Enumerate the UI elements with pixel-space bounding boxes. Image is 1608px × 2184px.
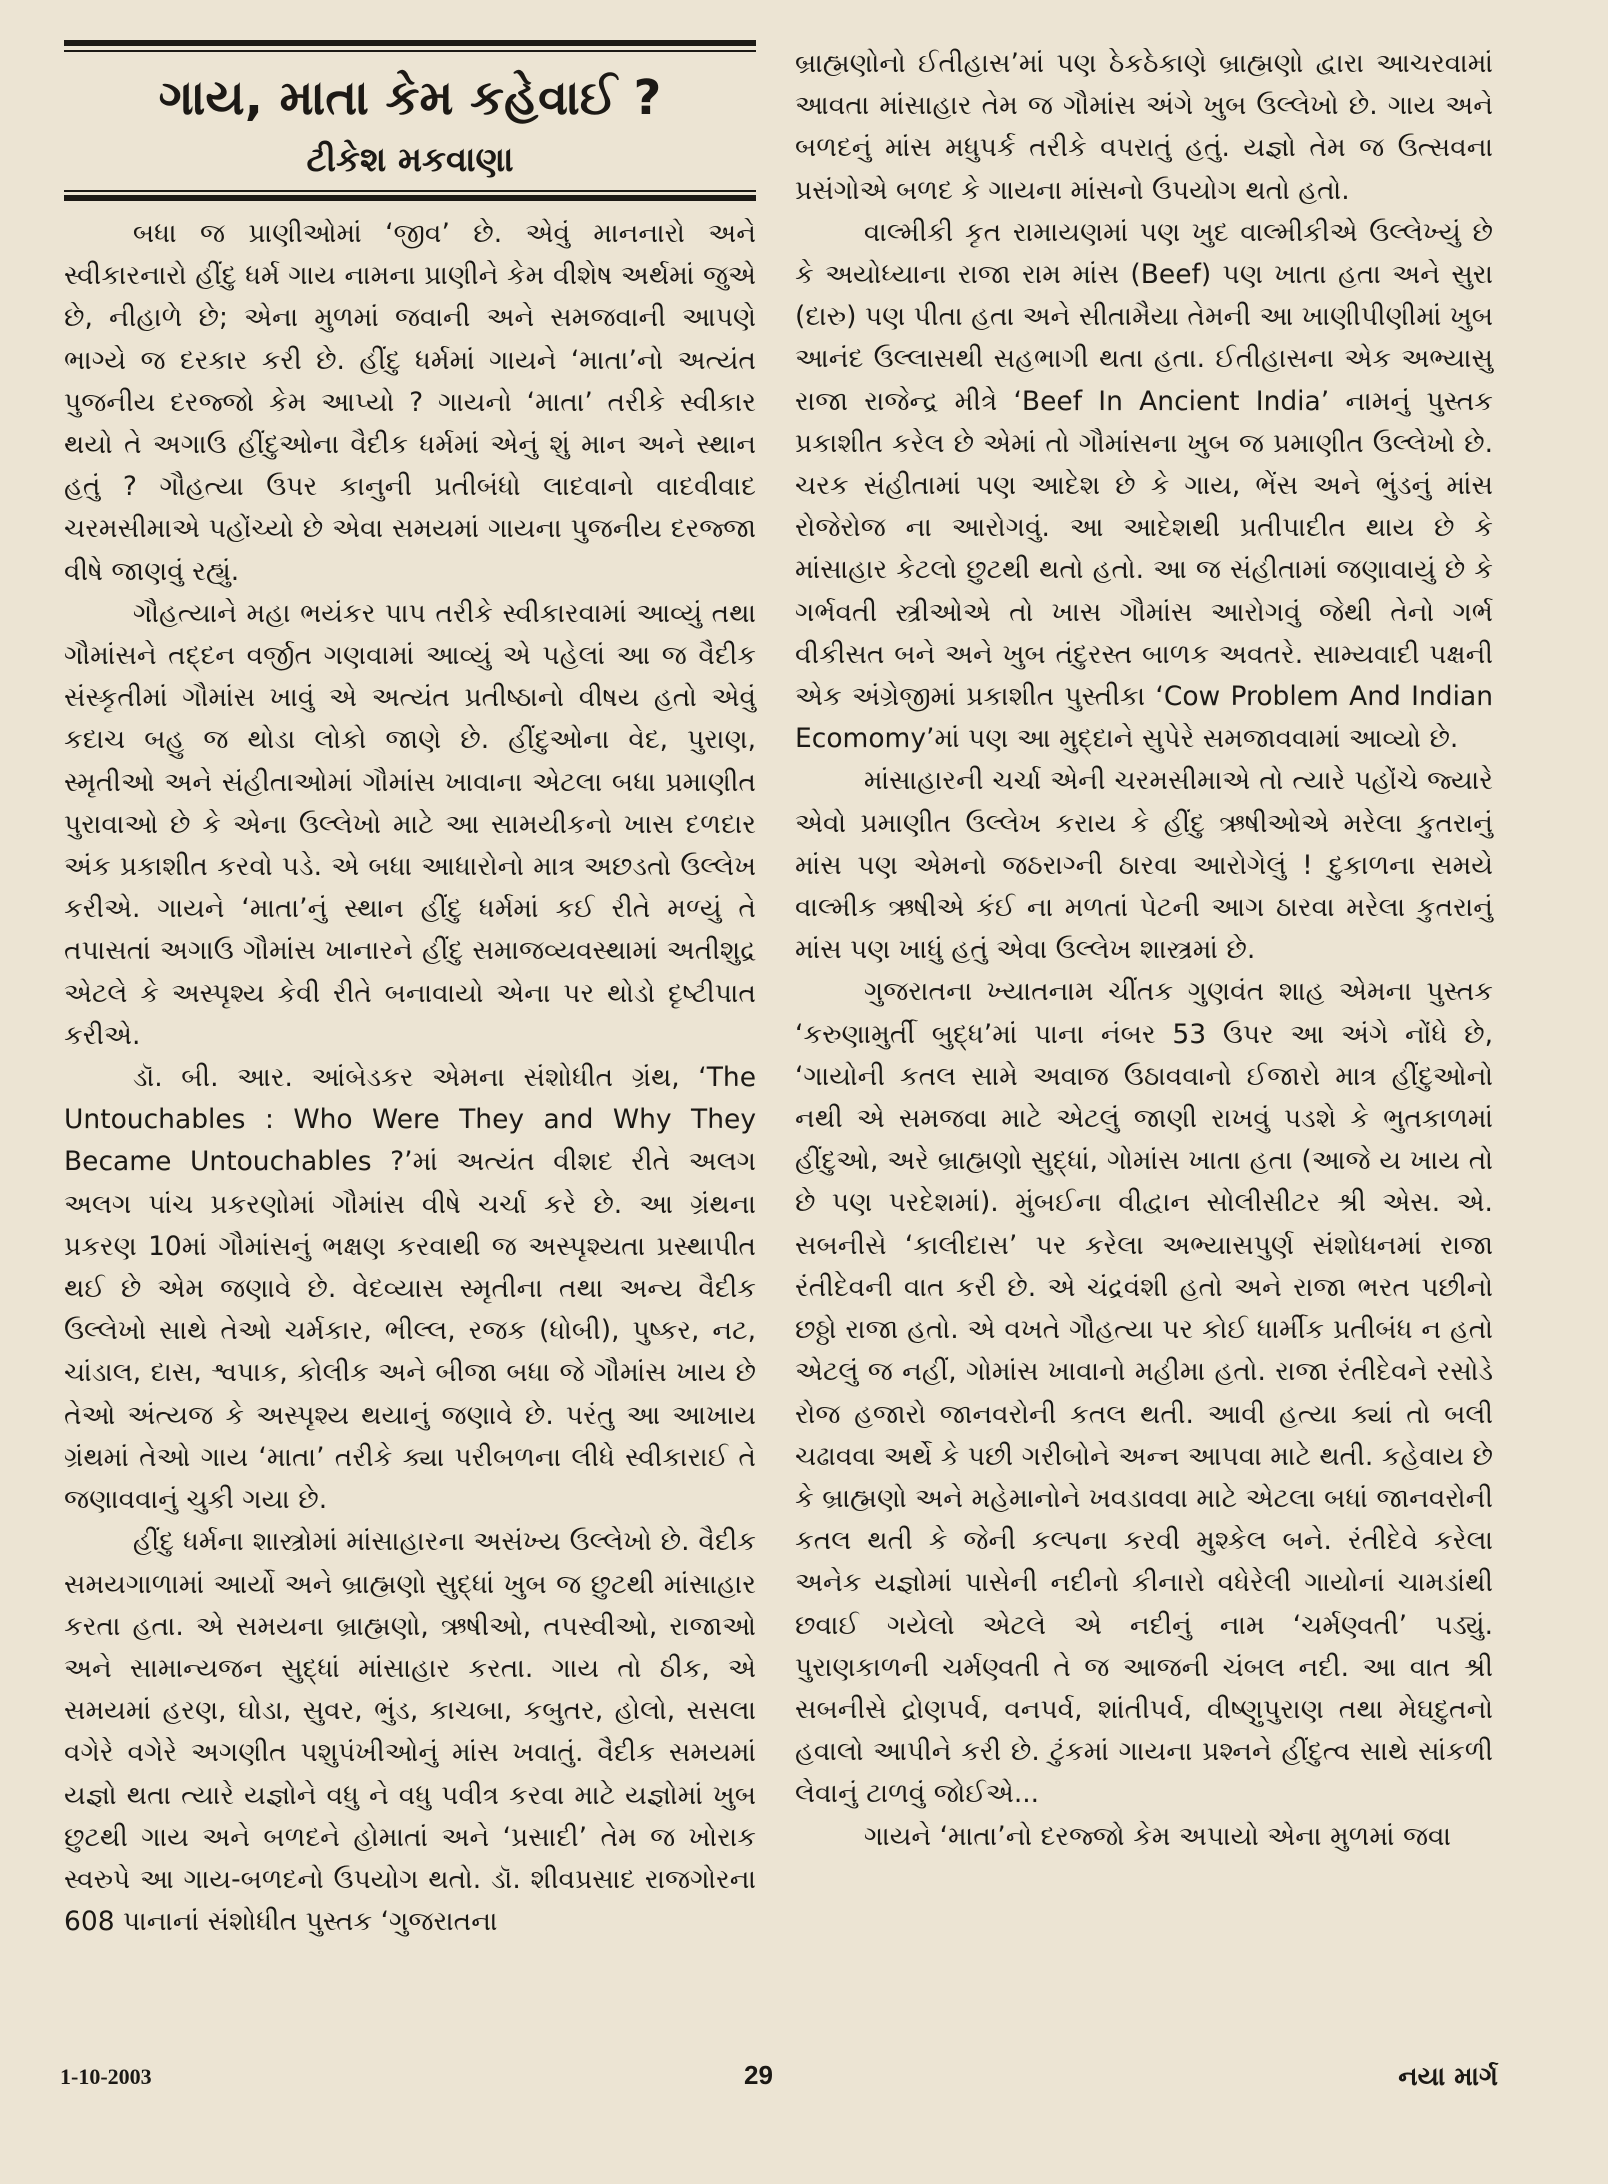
title-top-rule-thin bbox=[64, 50, 756, 52]
article-header bbox=[64, 40, 756, 201]
article-title: ગાય, માતા કેમ કહેવાઈ ? bbox=[158, 70, 662, 126]
paragraph: વાલ્મીકી કૃત રામાયણમાં પણ ખુદ વાલ્મીકીએ ઉલ્લેખ્યું છે કે અયોધ્યાના રાજા રામ માંસ (Beef) પણ ખાતા હતા અને સુરા (દારુ) પણ પીતા હતા અને સીતામૈયા તેમની આ ખાણીપીણીમાં ખુબ આનંદ ઉલ્લાસથી સહભાગી થતા હતા. ઈતીહાસના એક અભ્યાસુ રાજા રાજેન્દ્ર મીત્રે ‘Beef In Ancient India’ નામનું પુસ્તક પ્રકાશીત કરેલ છે એમાં તો ગૌમાંસના ખુબ જ પ્રમાણીત ઉલ્લેખો છે. ચરક સંહીતામાં પણ આદેશ છે કે ગાય, ભેંસ અને ભુંડનું માંસ રોજેરોજ ના આરોગવું. આ આદેશથી પ્રતીપાદીત થાય છે કે માંસાહાર કેટલો છુટથી થતો હતો. આ જ સંહીતામાં જણાવાયું છે કે ગર્ભવતી સ્ત્રીઓએ તો ખાસ ગૌમાંસ આરોગવું જેથી તેનો ગર્ભ વીકીસત બને અને ખુબ તંદુરસ્ત બાળક અવતરે. સામ્યવાદી પક્ષની એક અંગ્રેજીમાં પ્રકાશીત પુસ્તીકા ‘Cow Problem And Indian Ecomomy’માં પણ આ મુદ્દાને સુપેરે સમજાવવામાં આવ્યો છે. bbox=[795, 216, 1493, 755]
paragraph: બધા જ પ્રાણીઓમાં ‘જીવ’ છે. એવું માનનારો અને સ્વીકારનારો હીંદુ ધર્મ ગાય નામના પ્રાણીને કેમ વીશેષ અર્થમાં જુએ છે, નીહાળે છે; એના મુળમાં જવાની અને સમજવાની આપણે ભાગ્યે જ દરકાર કરી છે. હીંદુ ધર્મમાં ગાયને ‘માતા’નો અત્યંત પુજનીય દરજ્જો કેમ આપ્યો ? ગાયનો ‘માતા’ તરીકે સ્વીકાર થયો તે અગાઉ હીંદુઓના વૈદીક ધર્મમાં એનું શું માન અને સ્થાન હતું ? ગૌહત્યા ઉપર કાનુની પ્રતીબંધો લાદવાનો વાદવીવાદ ચરમસીમાએ પહોંચ્યો છે એવા સમયમાં ગાયના પુજનીય દરજ્જા વીષે જાણવું રહ્યું. bbox=[64, 218, 756, 587]
paragraph: માંસાહારની ચર્ચા એની ચરમસીમાએ તો ત્યારે પહોંચે જ્યારે એવો પ્રમાણીત ઉલ્લેખ કરાય કે હીંદુ ઋષીઓએ મરેલા કુતરાનું માંસ પણ એમનો જઠરાગ્ની ઠારવા આરોગેલું ! દુકાળના સમયે વાલ્મીક ઋષીએ કંઈ ના મળતાં પેટની આગ ઠારવા મરેલા કુતરાનું માંસ પણ ખાધું હતું એવા ઉલ્લેખ શાસ્ત્રમાં છે. bbox=[795, 765, 1493, 966]
paragraph-continuation: બ્રાહ્મણોનો ઈતીહાસ’માં પણ ઠેકઠેકાણે બ્રાહ્મણો દ્વારા આચરવામાં આવતા માંસાહાર તેમ જ ગૌમાંસ અંગે ખુબ ઉલ્લેખો છે. ગાય અને બળદનું માંસ મધુપર્ક તરીકે વપરાતું હતું. યજ્ઞો તેમ જ ઉત્સવના પ્રસંગોએ બળદ કે ગાયના માંસનો ઉપયોગ થતો હતો. bbox=[795, 48, 1493, 206]
paragraph: ગૌહત્યાને મહા ભયંકર પાપ તરીકે સ્વીકારવામાં આવ્યું તથા ગૌમાંસને તદ્દન વર્જીત ગણવામાં આવ્યું એ પહેલાં આ જ વૈદીક સંસ્કૃતીમાં ગૌમાંસ ખાવું એ અત્યંત પ્રતીષ્ઠાનો વીષય હતો એવું કદાચ બહુ જ થોડા લોકો જાણે છે. હીંદુઓના વેદ, પુરાણ, સ્મૃતીઓ અને સંહીતાઓમાં ગૌમાંસ ખાવાના એટલા બધા પ્રમાણીત પુરાવાઓ છે કે એના ઉલ્લેખો માટે આ સામયીકનો ખાસ દળદાર અંક પ્રકાશીત કરવો પડે. એ બધા આધારોનો માત્ર અછડતો ઉલ્લેખ કરીએ. ગાયને ‘માતા’નું સ્થાન હીંદુ ધર્મમાં કઈ રીતે મળ્યું તે તપાસતાં અગાઉ ગૌમાંસ ખાનારને હીંદુ સમાજવ્યવસ્થામાં અતીશુદ્ર એટલે કે અસ્પૃશ્ય કેવી રીતે બનાવાયો એના પર થોડો દૃષ્ટીપાત કરીએ. bbox=[64, 597, 756, 1051]
right-column bbox=[795, 43, 1493, 1858]
paragraph: હીંદુ ધર્મના શાસ્ત્રોમાં માંસાહારના અસંખ્ય ઉલ્લેખો છે. વૈદીક સમયગાળામાં આર્યો અને બ્રાહ્મણો સુદ્ધાં ખુબ જ છુટથી માંસાહાર કરતા હતા. એ સમયના બ્રાહ્મણો, ઋષીઓ, તપસ્વીઓ, રાજાઓ અને સામાન્યજન સુદ્ધાં માંસાહાર કરતા. ગાય તો ઠીક, એ સમયમાં હરણ, ઘોડા, સુવર, ભુંડ, કાચબા, કબુતર, હોલો, સસલા વગેરે વગેરે અગણીત પશુપંખીઓનું માંસ ખવાતું. વૈદીક સમયમાં યજ્ઞો થતા ત્યારે યજ્ઞોને વધુ ને વધુ પવીત્ર કરવા માટે યજ્ઞોમાં ખુબ છુટથી ગાય અને બળદને હોમાતાં અને ‘પ્રસાદી’ તેમ જ ખોરાક સ્વરુપે આ ગાય-બળદનો ઉપયોગ થતો. ડૉ. શીવપ્રસાદ રાજગોરના 608 પાનાનાં સંશોધીત પુસ્તક ‘ગુજરાતના bbox=[64, 1526, 756, 1938]
article-author: ટીકેશ મકવાણા bbox=[306, 140, 514, 180]
issue-date: 1-10-2003 bbox=[60, 2064, 152, 2089]
title-bottom-rule bbox=[64, 195, 756, 201]
paragraph: ગુજરાતના ખ્યાતનામ ચીંતક ગુણવંત શાહ એમના પુસ્તક ‘કરુણામુર્તી બુદ્ધ’માં પાના નંબર 53 ઉપર આ અંગે નોંધે છે, ‘ગાયોની કતલ સામે અવાજ ઉઠાવવાનો ઈજારો માત્ર હીંદુઓનો નથી એ સમજવા માટે એટલું જાણી રાખવું પડશે કે ભુતકાળમાં હીંદુઓ, અરે બ્રાહ્મણો સુદ્ધાં, ગોમાંસ ખાતા હતા (આજે ય ખાય તો છે પણ પરદેશમાં). મુંબઈના વીદ્વાન સોલીસીટર શ્રી એસ. એ. સબનીસે ‘કાલીદાસ’ પર કરેલા અભ્યાસપુર્ણ સંશોધનમાં રાજા રંતીદેવની વાત કરી છે. એ ચંદ્રવંશી હતો અને રાજા ભરત પછીનો છઠ્ઠો રાજા હતો. એ વખતે ગૌહત્યા પર કોઈ ધાર્મીક પ્રતીબંધ ન હતો એટલું જ નહીં, ગોમાંસ ખાવાનો મહીમા હતો. રાજા રંતીદેવને રસોડે રોજ હજારો જાનવરોની કતલ થતી. આવી હત્યા ક્યાં તો બલી ચઢાવવા અર્થે કે પછી ગરીબોને અન્ન આપવા માટે થતી. કહેવાય છે કે બ્રાહ્મણો અને મહેમાનોને ખવડાવવા માટે એટલા બધાં જાનવરોની કતલ થતી કે જેની કલ્પના કરવી મુશ્કેલ બને. રંતીદેવે કરેલા અનેક યજ્ઞોમાં પાસેની નદીનો કીનારો વધેરેલી ગાયોનાં ચામડાંથી છવાઈ ગયેલો એટલે એ નદીનું નામ ‘ચર્મણ્વતી’ પડ્યું. પુરાણકાળની ચર્મણ્વતી તે જ આજની ચંબલ નદી. આ વાત શ્રી સબનીસે દ્રોણપર્વ, વનપર્વ, શાંતીપર્વ, વીષ્ણુપુરાણ તથા મેઘદુતનો હવાલો આપીને કરી છે. ટુંકમાં ગાયના પ્રશ્નને હીંદુત્વ સાથે સાંકળી લેવાનું ટાળવું જોઈએ... bbox=[795, 976, 1493, 1810]
paragraph: ગાયને ‘માતા’નો દરજ્જો કેમ અપાયો એના મુળમાં જવા bbox=[863, 1820, 1452, 1852]
title-bottom-rule-thin bbox=[64, 190, 756, 192]
paragraph: ડૉ. બી. આર. આંબેડકર એમના સંશોધીત ગ્રંથ, ‘The Untouchables : Who Were They and Why They Became Untouchables ?’માં અત્યંત વીશદ રીતે અલગ અલગ પાંચ પ્રકરણોમાં ગૌમાંસ વીષે ચર્ચા કરે છે. આ ગ્રંથના પ્રકરણ 10માં ગૌમાંસનું ભક્ષણ કરવાથી જ અસ્પૃશ્યતા પ્રસ્થાપીત થઈ છે એમ જણાવે છે. વેદવ્યાસ સ્મૃતીના તથા અન્ય વૈદીક ઉલ્લેખો સાથે તેઓ ચર્મકાર, ભીલ્લ, રજક (ધોબી), પુષ્કર, નટ, ચાંડાલ, દાસ, શ્વપાક, કોલીક અને બીજા બધા જે ગૌમાંસ ખાય છે તેઓ અંત્યજ કે અસ્પૃશ્ય થયાનું જણાવે છે. પરંતુ આ આખાય ગ્રંથમાં તેઓ ગાય ‘માતા’ તરીકે ક્યા પરીબળના લીધે સ્વીકારાઈ તે જણાવવાનું ચુકી ગયા છે. bbox=[64, 1062, 756, 1516]
magazine-name: નયા માર્ગ bbox=[1398, 2062, 1498, 2092]
left-column bbox=[64, 40, 756, 1943]
page-footer bbox=[60, 2060, 1498, 2104]
page-number: 29 bbox=[744, 2060, 773, 2090]
title-top-rule bbox=[64, 40, 756, 46]
